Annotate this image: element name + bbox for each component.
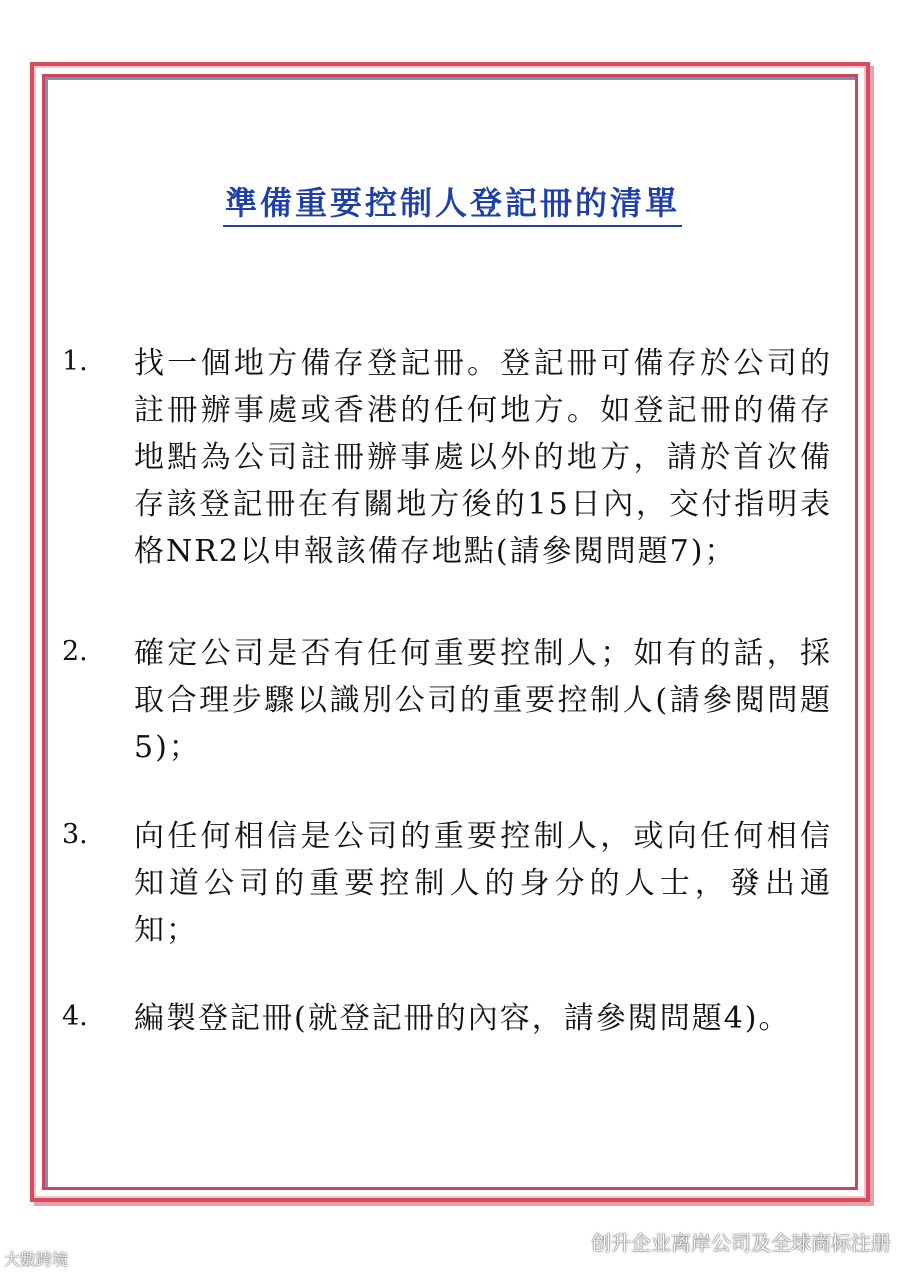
watermark-left-text: 大數跨境 xyxy=(4,1250,69,1269)
item-text: 向任何相信是公司的重要控制人，或向任何相信知道公司的重要控制人的身分的人士，發出通知； xyxy=(134,819,832,948)
item-number: 2. xyxy=(62,636,88,667)
item-number: 4. xyxy=(62,1001,88,1032)
page-title: 準備重要控制人登記冊的清單 xyxy=(0,178,905,224)
item-number: 3. xyxy=(62,819,88,850)
watermark-right-text: 创升企业离岸公司及全球商标注册 xyxy=(591,1231,891,1255)
item-number: 1. xyxy=(62,346,88,377)
wechat-icon xyxy=(557,1231,585,1253)
item-text: 編製登記冊(就登記冊的內容，請參閱問題4)。 xyxy=(134,1001,791,1036)
watermark-left xyxy=(4,1247,68,1270)
item-text: 確定公司是否有任何重要控制人；如有的話，採取合理步驟以識別公司的重要控制人(請參閱問題5)； xyxy=(134,636,832,765)
item-text: 找一個地方備存登記冊。登記冊可備存於公司的註冊辦事處或香港的任何地方。如登記冊的備存地點為公司註冊辦事處以外的地方，請於首次備存該登記冊在有關地方後的15日內，交付指明表格NR2以申報該備存地點(請參閱問題7)； xyxy=(134,346,832,569)
watermark-right xyxy=(557,1227,891,1256)
